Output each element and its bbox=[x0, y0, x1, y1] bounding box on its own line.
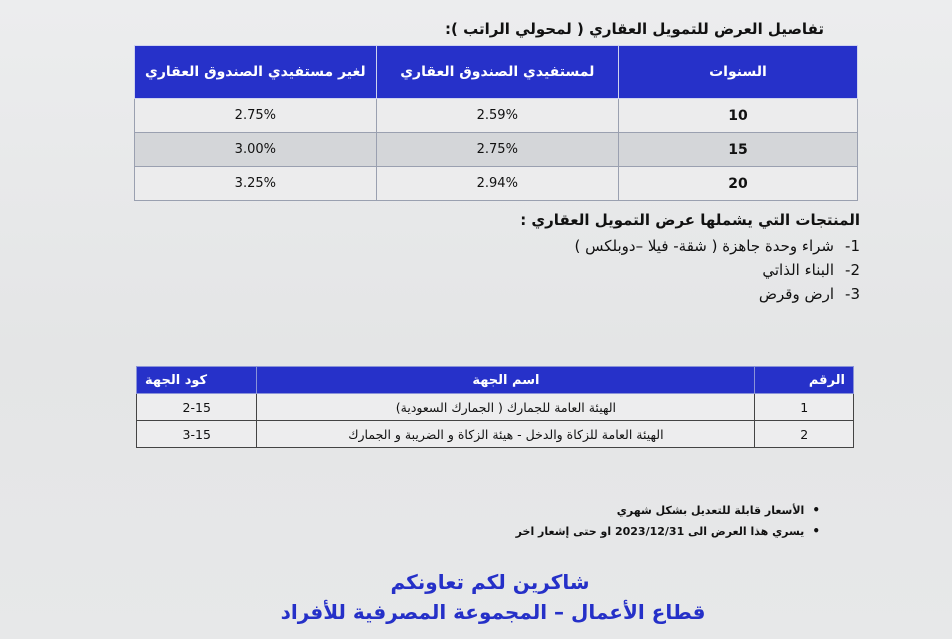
rates-header-row bbox=[135, 46, 858, 99]
years-cell: 20 bbox=[618, 167, 857, 201]
entity-name-cell: الهيئة العامة للزكاة والدخل - هيئة الزكاة و الضريبة و الجمارك bbox=[257, 421, 755, 448]
entity-code-cell: 2-15 bbox=[137, 394, 257, 421]
entities-header-row bbox=[137, 367, 854, 394]
products-section bbox=[520, 208, 860, 306]
header-non-beneficiary: لغير مستفيدي الصندوق العقاري bbox=[135, 46, 377, 99]
table-row bbox=[137, 421, 854, 448]
years-cell: 15 bbox=[618, 133, 857, 167]
entities-table bbox=[136, 366, 854, 448]
note-item: • يسري هذا العرض الى 2023/12/31 او حتى إشعار اخر bbox=[516, 521, 820, 542]
list-item bbox=[520, 234, 860, 258]
thanks-line: شاكرين لكم تعاونكم bbox=[390, 570, 590, 594]
non-beneficiary-rate-cell: 2.75% bbox=[135, 99, 377, 133]
rates-table bbox=[134, 45, 858, 201]
beneficiary-rate-cell: 2.75% bbox=[376, 133, 618, 167]
beneficiary-rate-cell: 2.59% bbox=[376, 99, 618, 133]
beneficiary-rate-cell: 2.94% bbox=[376, 167, 618, 201]
header-beneficiary: لمستفيدي الصندوق العقاري bbox=[376, 46, 618, 99]
list-item-number: 1- bbox=[845, 237, 860, 255]
list-item-text: شراء وحدة جاهزة ( شقة- فيلا –دوبلكس ) bbox=[574, 237, 834, 255]
entity-code-cell: 3-15 bbox=[137, 421, 257, 448]
products-title: المنتجات التي يشملها عرض التمويل العقاري : bbox=[520, 211, 860, 229]
header-number: الرقم bbox=[755, 367, 854, 394]
list-item-number: 3- bbox=[845, 285, 860, 303]
list-item-text: البناء الذاتي bbox=[762, 261, 834, 279]
header-entity-code: كود الجهة bbox=[137, 367, 257, 394]
sector-line: قطاع الأعمال – المجموعة المصرفية للأفراد bbox=[280, 600, 706, 624]
list-item bbox=[520, 282, 860, 306]
header-entity-name: اسم الجهة bbox=[257, 367, 755, 394]
table-row bbox=[135, 167, 858, 201]
table-row bbox=[135, 133, 858, 167]
table-row bbox=[135, 99, 858, 133]
list-item bbox=[520, 258, 860, 282]
entity-number-cell: 1 bbox=[755, 394, 854, 421]
non-beneficiary-rate-cell: 3.25% bbox=[135, 167, 377, 201]
entity-number-cell: 2 bbox=[755, 421, 854, 448]
notes-section bbox=[516, 500, 820, 542]
entity-name-cell: الهيئة العامة للجمارك ( الجمارك السعودية) bbox=[257, 394, 755, 421]
list-item-number: 2- bbox=[845, 261, 860, 279]
table-row bbox=[137, 394, 854, 421]
non-beneficiary-rate-cell: 3.00% bbox=[135, 133, 377, 167]
header-years: السنوات bbox=[618, 46, 857, 99]
offer-details-heading: تفاصيل العرض للتمويل العقاري ( لمحولي الراتب ): bbox=[445, 20, 824, 38]
years-cell: 10 bbox=[618, 99, 857, 133]
list-item-text: ارض وقرض bbox=[758, 285, 834, 303]
note-item: • الأسعار قابلة للتعديل بشكل شهري bbox=[516, 500, 820, 521]
